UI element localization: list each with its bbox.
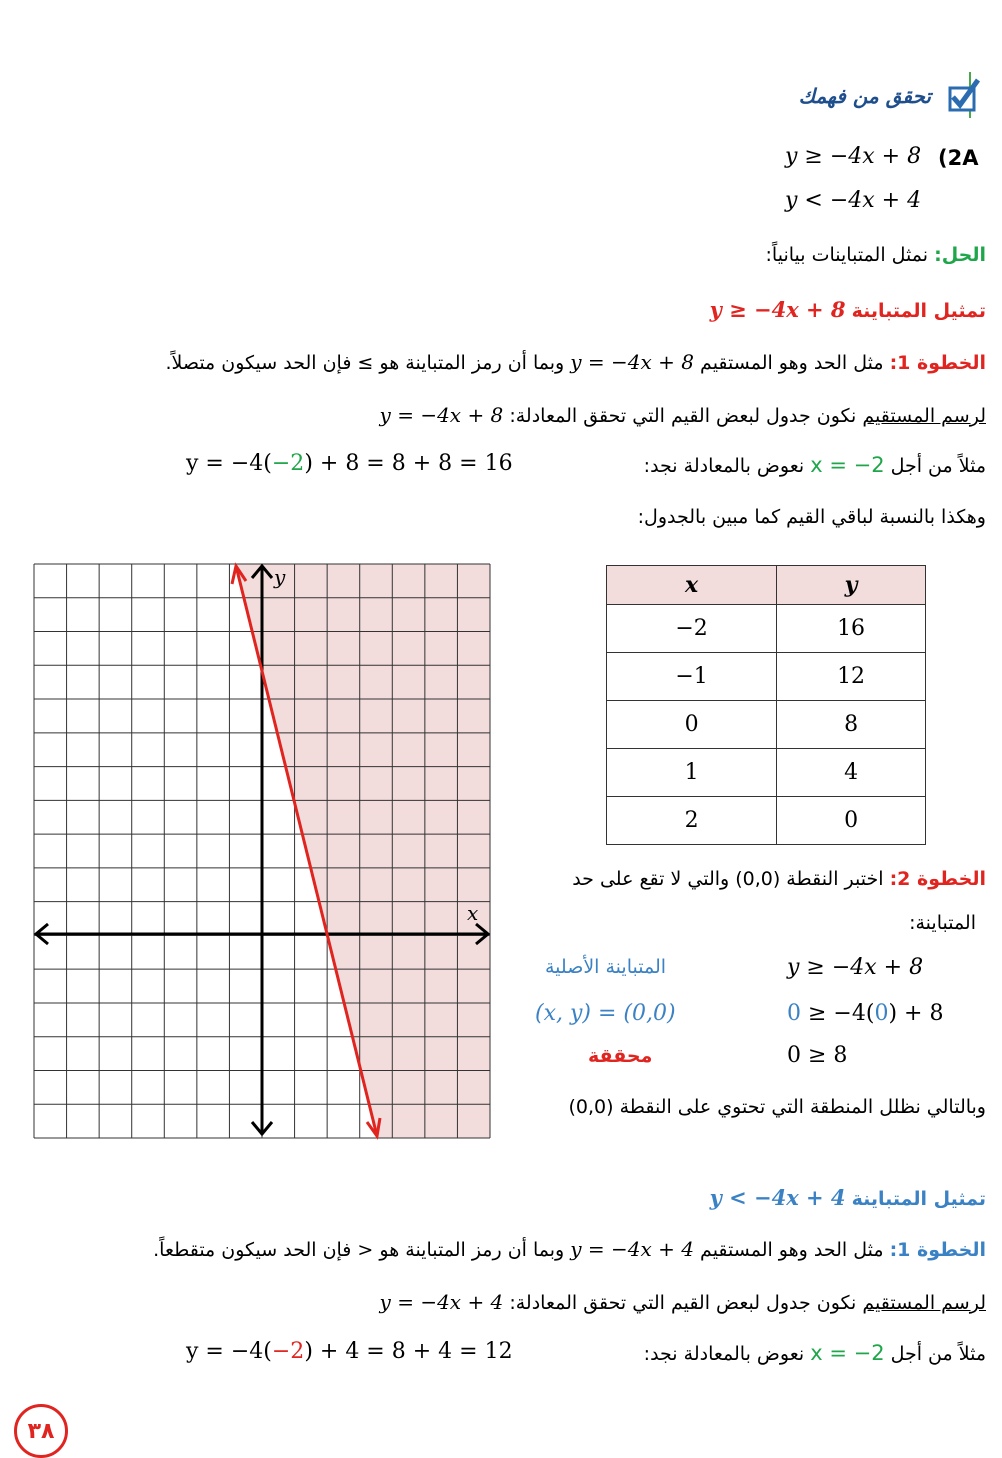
table-header-row [607,566,926,605]
exercise-inequality-2: y < −4x + 4 [785,188,922,213]
table-row [607,749,926,797]
check-result-label: محققة [588,1045,653,1067]
part1-example-math [186,451,513,476]
part2-step1-text-a: مثل الحد وهو المستقيم [700,1239,884,1261]
part1-example-math-b: ) + 8 = 8 + 8 = 16 [304,451,513,476]
badge-title: تحقق من فهمك [798,84,931,108]
part2-example-text-a: مثلاً من أجل [890,1343,986,1365]
table-cell: 0 [607,701,777,749]
table-cell: 8 [777,701,926,749]
part1-example-x: x = −2 [810,453,885,477]
part1-step2 [526,868,986,890]
check-math-2d: ) + 8 [888,1001,944,1026]
check-label-point: (x, y) = (0,0) [535,1001,676,1026]
values-table [606,565,926,845]
table-row [607,701,926,749]
part2-example-math [186,1339,513,1364]
part1-table-line-underlined: لرسم المستقيم [862,405,986,427]
exercise-block [780,140,985,220]
check-label-original: المتباينة الأصلية [545,956,667,978]
table-cell: 4 [777,749,926,797]
part2-example-math-b: ) + 4 = 8 + 4 = 12 [304,1339,513,1364]
inequality-graph [32,562,492,1140]
part1-table-line [36,403,986,427]
solution-label: الحل: [934,244,986,266]
table-cell: 1 [607,749,777,797]
part1-rest-text: وهكذا بالنسبة لباقي القيم كما مبين بالجدول: [637,506,986,528]
table-cell: 16 [777,605,926,653]
part1-heading-text: تمثيل المتباينة [851,300,986,322]
check-understanding-badge [782,72,987,118]
part1-example-math-a: y = −4( [186,451,272,476]
check-math-substituted [787,1001,943,1026]
check-math-result: 0 ≥ 8 [787,1043,848,1068]
part1-example-math-val: −2 [271,451,305,476]
part1-step2-label: الخطوة 2: [889,868,986,890]
part1-heading-math: y ≥ −4x + 8 [709,297,846,322]
part2-table-line-math: y = −4x + 4 [379,1290,504,1314]
solution-text: نمثل المتباينات بيانياً: [765,244,929,266]
table-header-x: x [607,566,777,605]
part2-example-text-b: نعوض بالمعادلة نجد: [643,1343,805,1365]
part2-heading [386,1185,986,1210]
part1-table-line-math: y = −4x + 8 [379,403,504,427]
table-cell: 12 [777,653,926,701]
part2-step1-text-b: وبما أن رمز المتباينة هو < فإن الحد سيكون متقطعاً. [153,1239,565,1261]
part2-heading-text: تمثيل المتباينة [851,1188,986,1210]
page-number: ٣٨ [27,1418,55,1444]
part2-example-math-val: −2 [271,1339,305,1364]
part2-table-line-underlined: لرسم المستقيم [862,1292,986,1314]
check-math-2b: ≥ −4( [801,1001,875,1026]
page-number-badge [14,1404,68,1458]
part1-step1-text-a: مثل الحد وهو المستقيم [700,352,884,374]
part1-step1-math: y = −4x + 8 [570,350,694,374]
y-axis-label: y [274,565,286,589]
part1-step1-text-b: وبما أن رمز المتباينة هو ≥ فإن الحد سيكون متصلاً. [165,352,565,374]
part2-step1-label: الخطوة 1: [889,1239,986,1261]
table-cell: −2 [607,605,777,653]
part2-example-x: x = −2 [810,1341,885,1365]
part1-example-text-b: نعوض بالمعادلة نجد: [643,455,805,477]
part2-step1 [36,1237,986,1261]
part1-step2-text-2: المتباينة: [909,912,976,934]
part1-conclusion: وبالتالي نظلل المنطقة التي تحتوي على النقطة (0,0) [568,1096,986,1118]
check-math-2c: 0 [874,1001,889,1026]
table-row [607,605,926,653]
part2-example-math-a: y = −4( [186,1339,272,1364]
table-cell: −1 [607,653,777,701]
part2-heading-math: y < −4x + 4 [709,1185,846,1210]
check-math-2a: 0 [787,1001,801,1026]
part1-example-text-a: مثلاً من أجل [890,455,986,477]
check-math-original: y ≥ −4x + 8 [787,955,924,980]
solution-line [386,244,986,266]
table-row [607,797,926,845]
part2-table-line-text: نكون جدول لبعض القيم التي تحقق المعادلة: [509,1292,857,1314]
part1-step2-text: اختبر النقطة (0,0) والتي لا تقع على حد [572,868,884,890]
table-cell: 2 [607,797,777,845]
part2-step1-math: y = −4x + 4 [570,1237,694,1261]
exercise-label: (2A [938,146,979,170]
table-header-y: y [777,566,926,605]
part1-heading [386,297,986,322]
part1-table-line-text: نكون جدول لبعض القيم التي تحقق المعادلة: [509,405,857,427]
part1-step1 [36,350,986,374]
exercise-inequality-1: y ≥ −4x + 8 [785,144,922,169]
table-cell: 0 [777,797,926,845]
shaded-triangle [236,564,490,1138]
part1-step1-label: الخطوة 1: [889,352,986,374]
checkbox-check-icon [942,72,984,118]
part2-table-line [36,1290,986,1314]
x-axis-label: x [467,901,479,925]
table-row [607,653,926,701]
